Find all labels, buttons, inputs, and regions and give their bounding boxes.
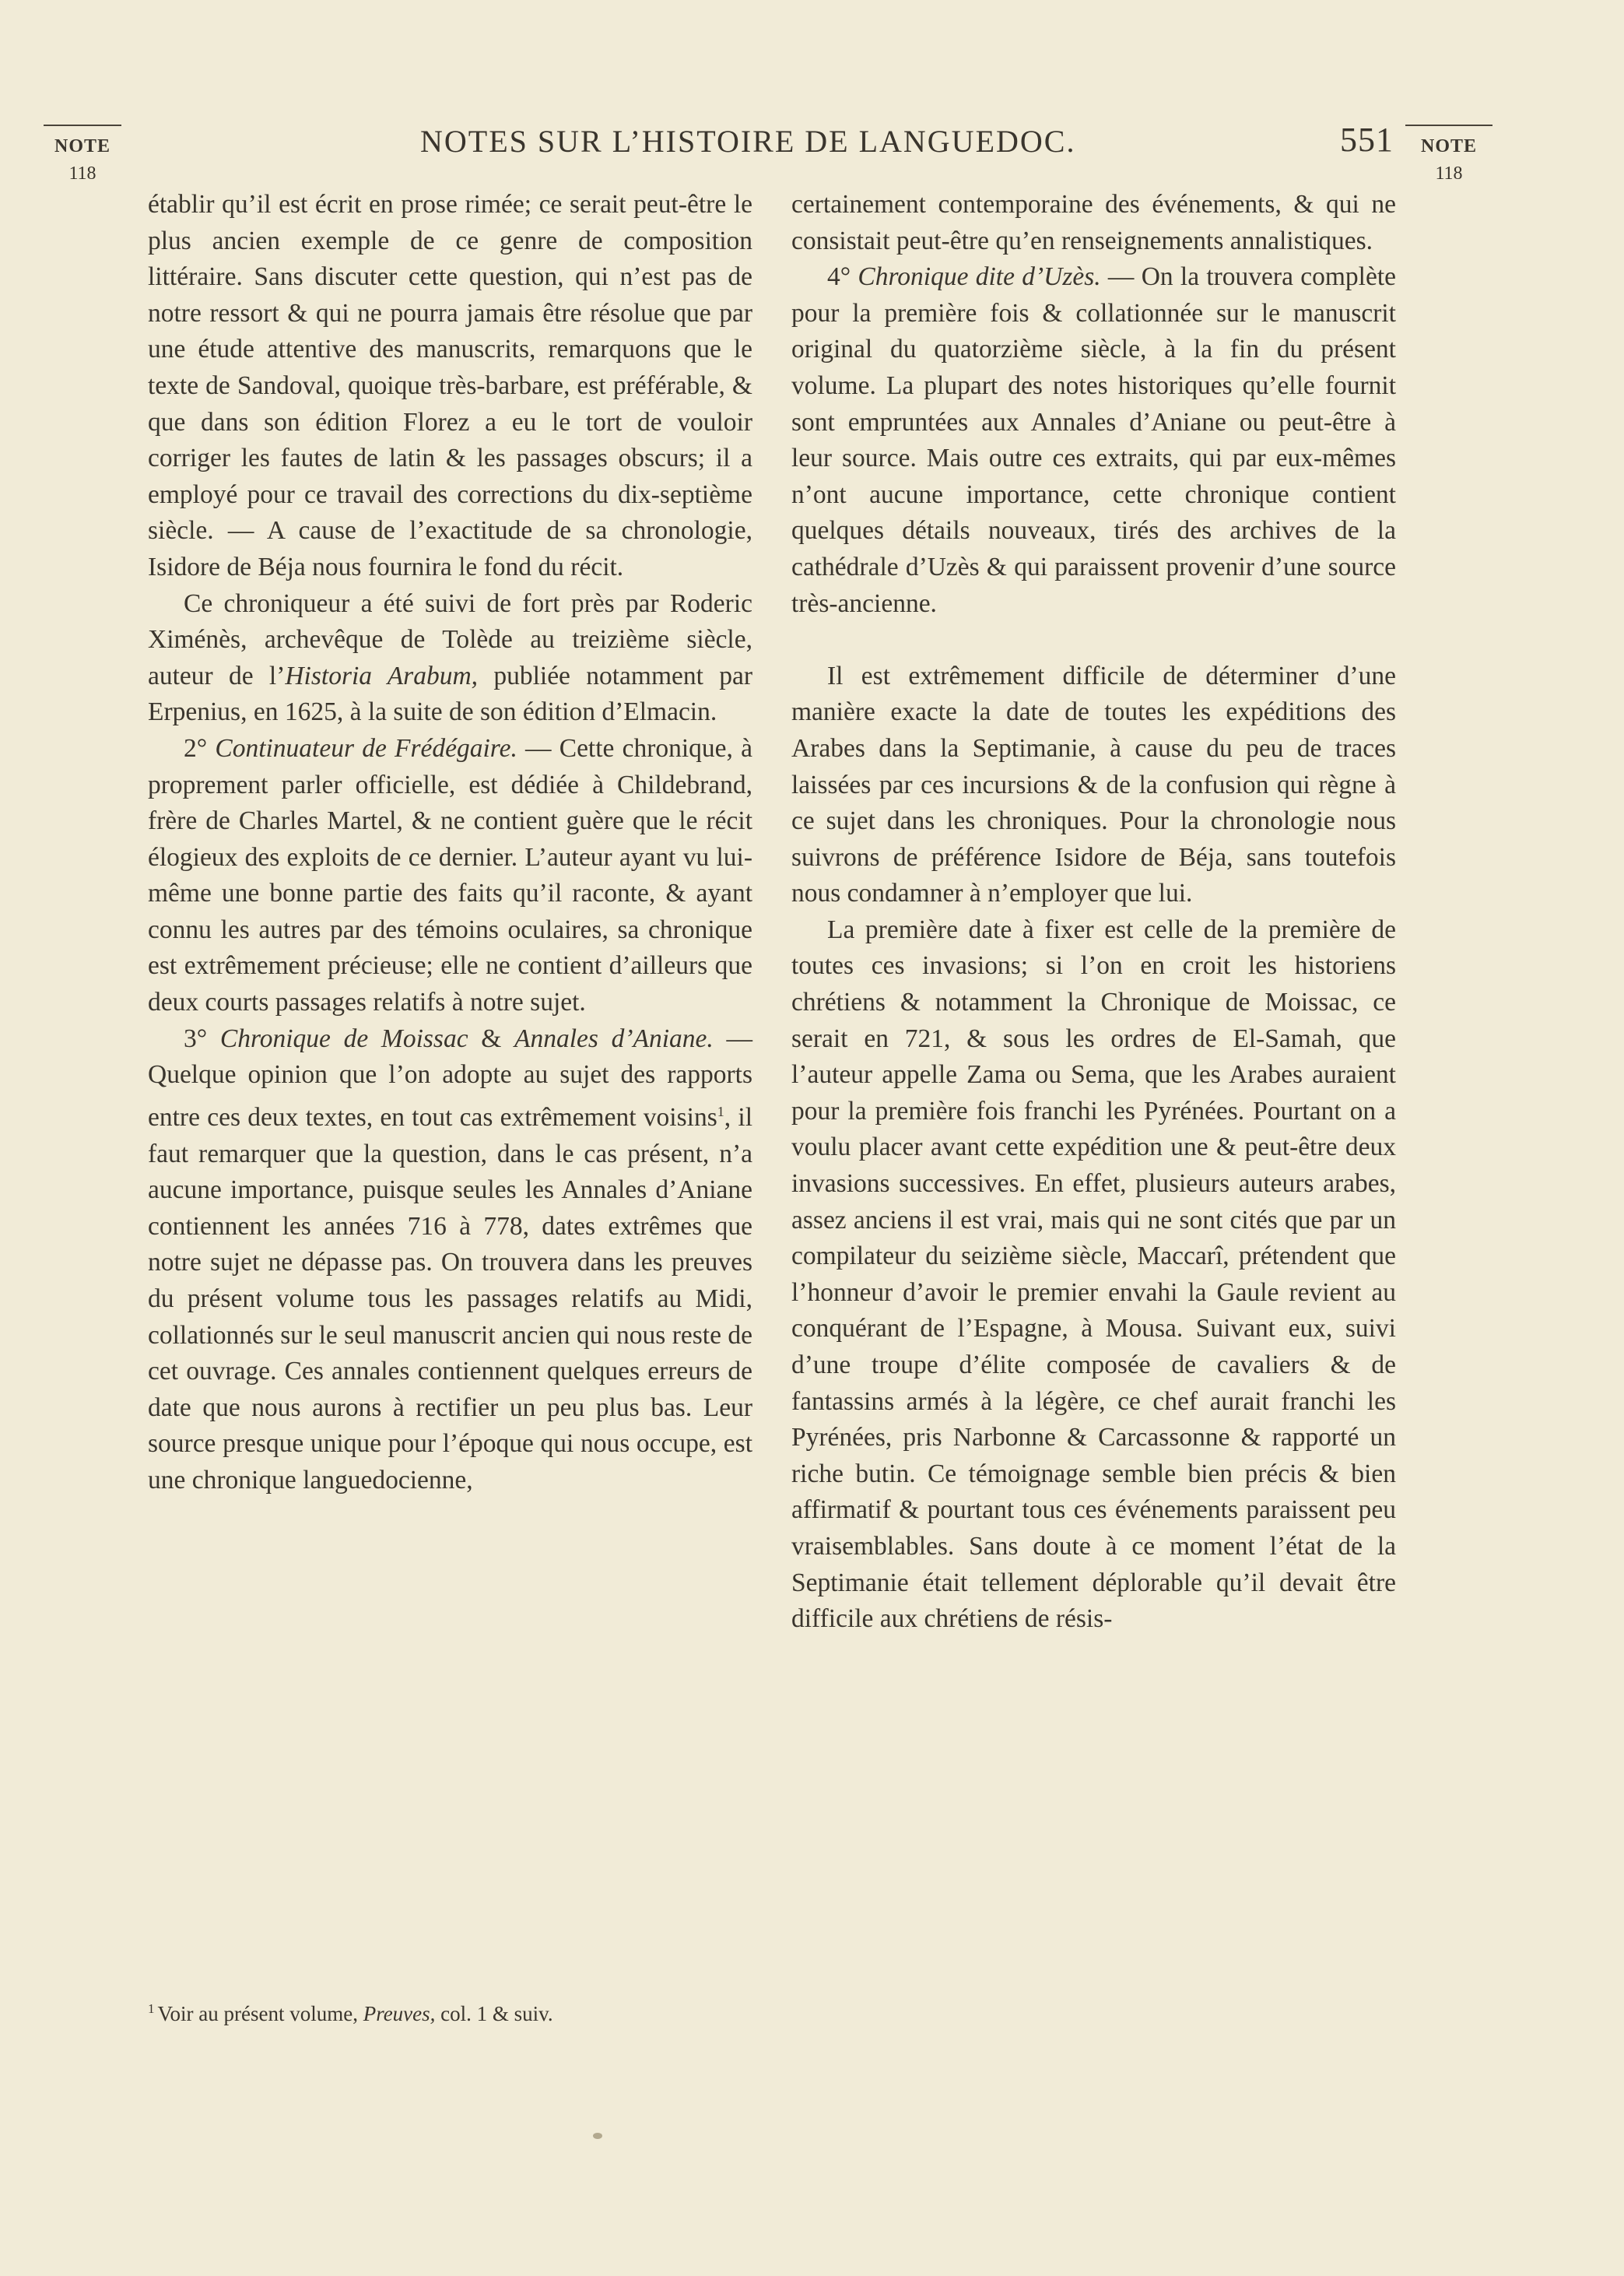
paragraph [148,731,752,1021]
text-run: , il faut remarquer que la question, dans le cas présent, n’a aucune importance, puisque seules les Annales d’Aniane contiennent les années 716 à 778, dates extrêmes que notre sujet ne dépasse pas. On trouvera dans les preuves du présent volume tous les passages relatifs au Midi, collationnés sur le seul manuscrit ancien qui nous reste de cet ouvrage. Ces annales contiennent quelques erreurs de date que nous aurons à rectifier un peu plus bas. Leur source presque unique pour l’époque qui nous occupe, est une chronique languedocienne, [148,1103,752,1495]
margin-rule [44,125,121,126]
paragraph [148,1021,752,1499]
text-run: Ce chroniqueur a été suivi de fort près par Roderic Ximénès, archevêque de Tolède au treizième siècle, auteur de l’ [148,588,752,690]
text-run: — Cette chronique, à proprement parler officielle, est dédiée à Childebrand, frère de Charles Martel, & ne contient guère que le récit élogieux des exploits de ce dernier. L’auteur ayant vu lui-même une bonne partie des faits qu’il raconte, & ayant connu les autres par des témoins oculaires, sa chronique est extrêmement précieuse; elle ne contient d’ailleurs que deux courts passages relatifs à notre sujet. [148,733,752,1017]
footnote-reference: 1 [717,1103,724,1119]
ink-speck [593,2133,602,2139]
paragraph: établir qu’il est écrit en prose rimée; ce serait peut-être le plus ancien exemple de ce genre de composition littéraire. Sans discuter cette question, qui n’est pas de notre ressort & qui ne pourra jamais être résolue que par une étude attentive des manuscrits, remarquons que le texte de Sandoval, quoique très-barbare, est préférable, & que dans son édition Florez a eu le tort de vouloir corriger les fautes de latin & les passages obscurs; il a employé pour ce travail des corrections du dix-septième siècle. — A cause de l’exactitude de sa chronologie, Isidore de Béja nous fournira le fond du récit. [148,190,752,581]
page-number: 551 [1340,121,1394,159]
item-number: 2° [184,733,208,763]
section-gap [791,622,1396,659]
right-column [791,187,1396,1638]
section-title: Chronique dite d’Uzès. [858,262,1101,292]
section-title: Annales d’Aniane. [514,1024,714,1053]
margin-note-right [1405,125,1492,184]
text-run: publiée notamment par Erpenius, en 1625, à la suite de son édition d’Elmacin. [148,661,752,727]
margin-note-number: 118 [1435,163,1463,184]
footnote-mark: 1 [148,2001,155,2016]
text-run: — On la trouvera complète pour la première fois & collationnée sur le manuscrit original du quatorzième siècle, à la fin du présent volume. La plupart des notes historiques qu’elle fournit sont empruntées aux Annales d’Aniane ou peut-être à leur source. Mais outre ces extraits, qui par eux-mêmes n’ont aucune importance, cette chronique contient quelques détails nouveaux, tirés des archives de la cathédrale d’Uzès & qui paraissent provenir d’une source très-ancienne. [791,262,1396,618]
paragraph: La première date à fixer est celle de la première de toutes ces invasions; si l’on en croit les historiens chrétiens & notamment la Chronique de Moissac, ce serait en 721, & sous les ordres de El-Samah, que l’auteur appelle Zama ou Sema, que les Arabes auraient pour la première fois franchi les Pyrénées. Pourtant on a voulu placer avant cette expédition une & peut-être deux invasions successives. En effet, plusieurs auteurs arabes, assez anciens il est vrai, mais qui ne sont cités que par un compilateur du seizième siècle, Maccarî, prétendent que l’honneur d’avoir le premier envahi la Gaule revient au conquérant de l’Espagne, à Mousa. Suivant eux, suivi d’une troupe d’élite composée de cavaliers & de fantassins armés à la légère, ce chef aurait franchi les Pyrénées, pris Narbonne & Carcassonne & rapporté un riche butin. Ce témoignage semble bien précis & bien affirmatif & pourtant tous ces événements paraissent peu vraisemblables. Sans doute à ce moment l’état de la Septimanie était tellement déplorable qu’il devait être difficile aux chrétiens de résis- [791,915,1396,1634]
section-title: Chronique de Moissac [219,1024,468,1053]
margin-note-word: NOTE [54,136,110,156]
section-title: Continuateur de Frédégaire. [215,733,517,763]
margin-note-number: 118 [68,163,96,184]
left-column [148,187,752,1499]
margin-note-left [44,125,121,184]
paragraph [791,259,1396,622]
footnote [148,1993,752,2030]
text-run: & [468,1024,515,1053]
text-run: — Quelque opinion que l’on adopte au sujet des rapports entre ces deux textes, en tout cas extrêmement voisins [148,1024,753,1132]
paragraph [148,586,752,731]
italic-title: Historia Arabum, [285,661,479,690]
italic-title: Preuves, [363,2002,436,2025]
margin-note-word: NOTE [1420,136,1477,156]
paragraph: Il est extrêmement difficile de déterminer d’une manière exacte la date de toutes les expéditions des Arabes dans la Septimanie, à cause du peu de traces laissées par ces incursions & de la confusion qui règne à ce sujet dans les chroniques. Pour la chronologie nous suivrons de préférence Isidore de Béja, sans toutefois nous condamner à n’employer que lui. [791,661,1396,908]
item-number: 4° [827,262,851,292]
running-title: NOTES SUR L’HISTOIRE DE LANGUEDOC. [420,124,1076,159]
text-run: Voir au présent volume, [157,2002,363,2025]
paragraph: certainement contemporaine des événements, & qui ne consistait peut-être qu’en renseignements annalistiques. [791,190,1396,255]
text-run: col. 1 & suiv. [435,2002,553,2025]
item-number: 3° [184,1024,208,1053]
margin-rule [1405,125,1492,126]
